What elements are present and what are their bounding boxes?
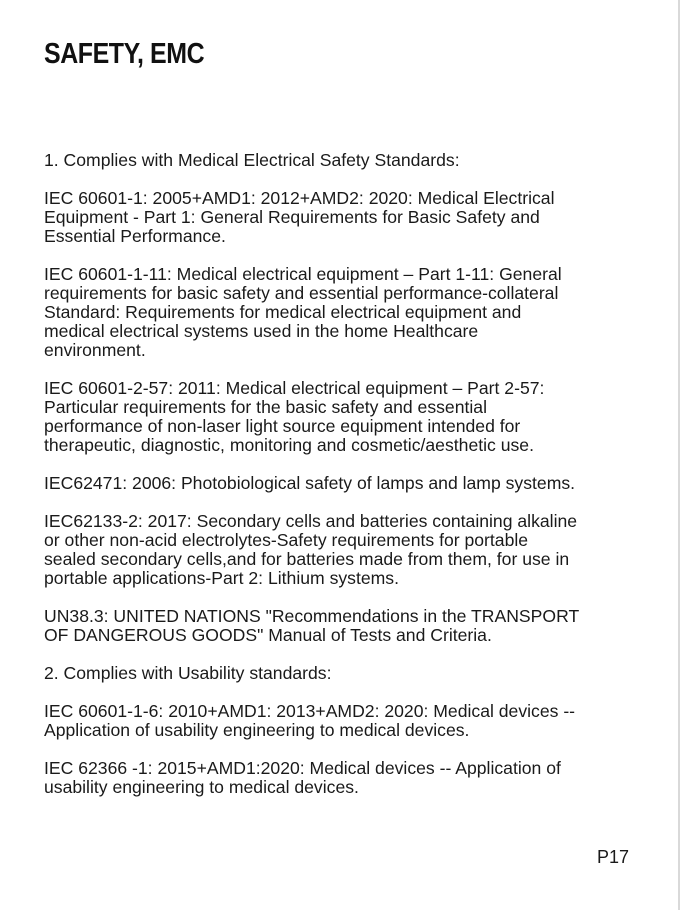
standard-iec-60601-1: IEC 60601-1: 2005+AMD1: 2012+AMD2: 2020: Medical Electrical Equipment - Part 1: General Requirements for Basic Safety and Essential Performance. (44, 188, 555, 246)
page-number: P17 (597, 847, 630, 867)
standard-un38-3: UN38.3: UNITED NATIONS "Recommendations in the TRANSPORT OF DANGEROUS GOODS" Manual of Tests and Criteria. (44, 606, 580, 645)
page-title: SAFETY, EMC (44, 38, 205, 70)
standard-iec-62133-2: IEC62133-2: 2017: Secondary cells and batteries containing alkaline or other non-acid electrolytes-Safety requirements for portable sealed secondary cells,and for batteries made from them, for use in portable applications-Part 2: Lithium systems. (44, 511, 578, 588)
section-heading-safety: 1. Complies with Medical Electrical Safety Standards: (44, 150, 460, 170)
standard-iec-62366-1: IEC 62366 -1: 2015+AMD1:2020: Medical devices -- Application of usability engineering to medical devices. (44, 758, 561, 797)
document-body (44, 151, 644, 816)
standard-iec-60601-1-6: IEC 60601-1-6: 2010+AMD1: 2013+AMD2: 2020: Medical devices -- Application of usability engineering to medical devices. (44, 701, 576, 740)
standard-iec-60601-2-57: IEC 60601-2-57: 2011: Medical electrical equipment – Part 2-57: Particular requirements for the basic safety and essential performance of non-laser light source equipment intended for therapeutic, diagnostic, monitoring and cosmetic/aesthetic use. (44, 378, 545, 455)
standard-iec-62471: IEC62471: 2006: Photobiological safety of lamps and lamp systems. (44, 473, 576, 493)
standard-iec-60601-1-11: IEC 60601-1-11: Medical electrical equipment – Part 1-11: General requirements for basic safety and essential performance-collateral Standard: Requirements for medical electrical equipment and medical electrical systems used in the home Healthcare environment. (44, 264, 562, 360)
section-heading-usability: 2. Complies with Usability standards: (44, 663, 332, 683)
